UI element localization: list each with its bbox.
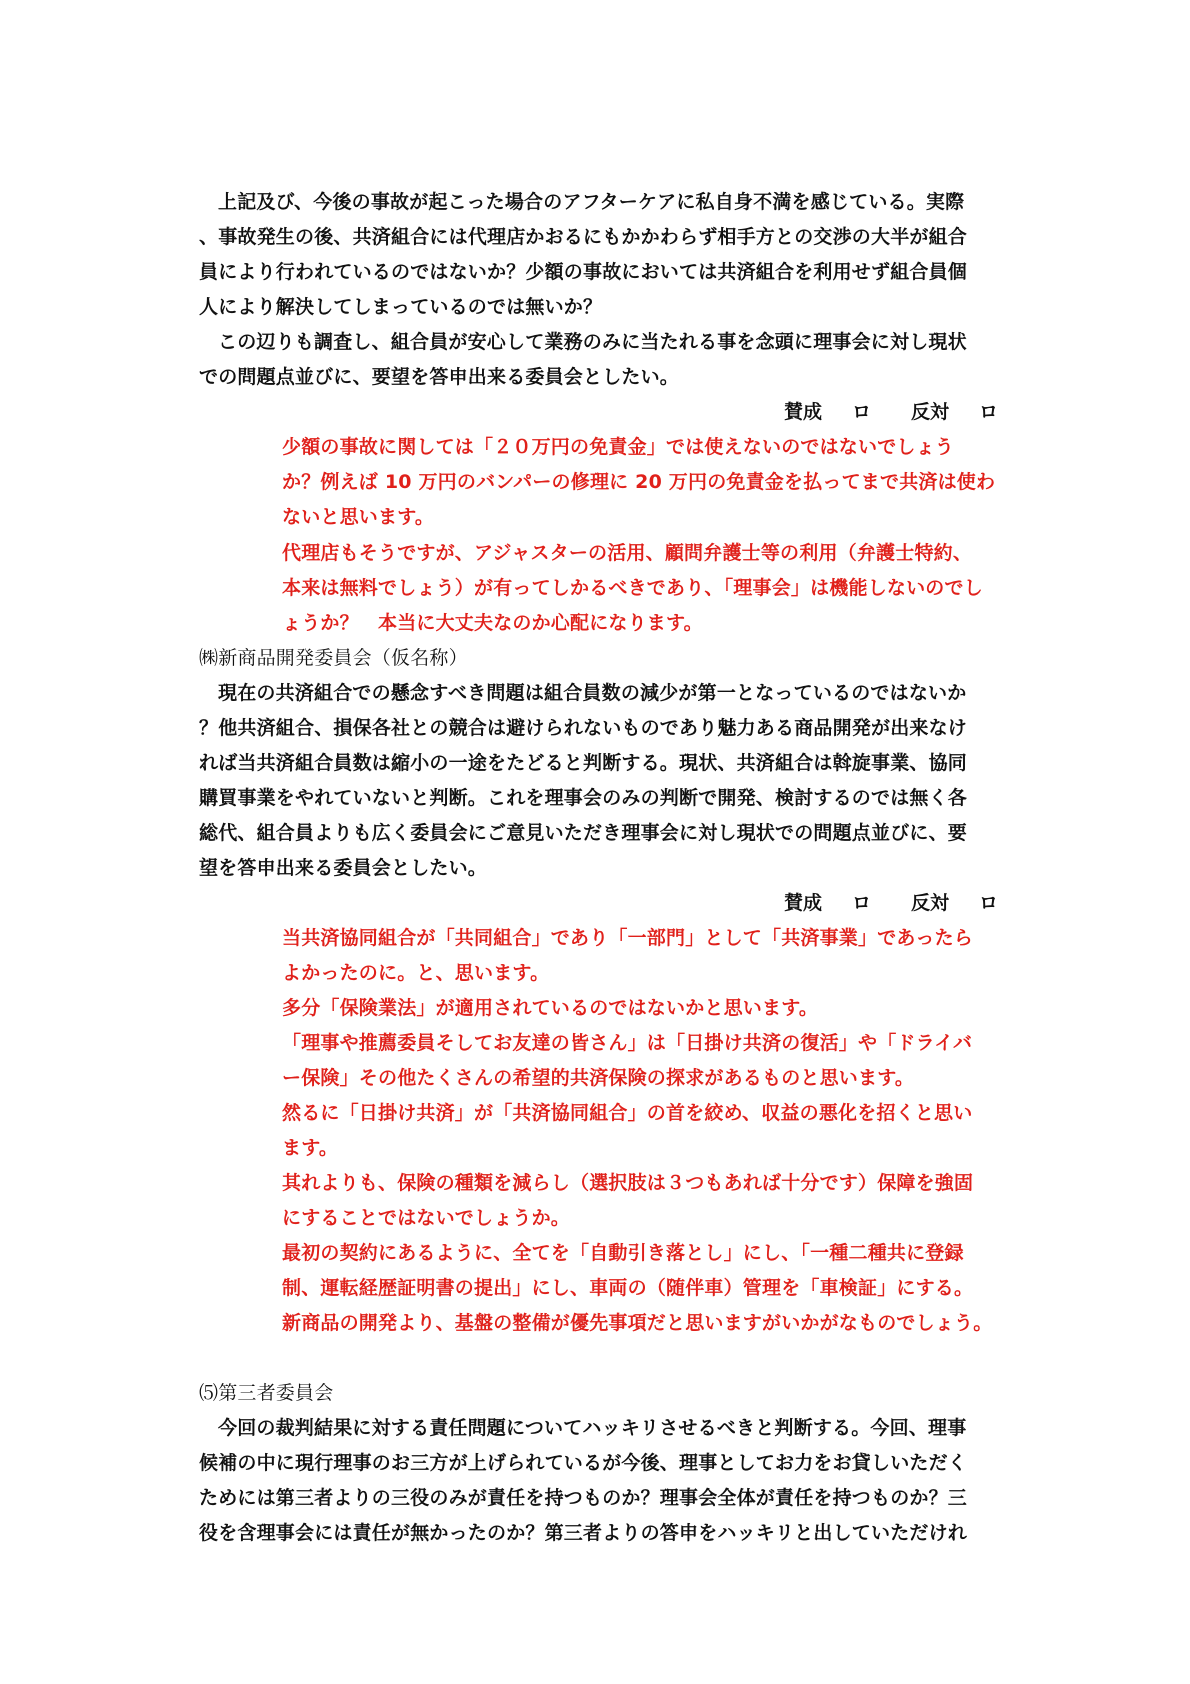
body-line: ？他共済組合、損保各社との競合は避けられないものであり魅力ある商品開発が出来なけ — [199, 717, 968, 739]
vote-row — [784, 400, 998, 424]
agree-label: 賛成 — [783, 892, 822, 914]
disagree-checkbox[interactable]: ロ — [978, 401, 998, 423]
answer-line: 新商品の開発より、基盤の整備が優先事項だと思いますがいかがなものでしょう。 — [282, 1312, 993, 1334]
disagree-label: 反対 — [910, 401, 949, 423]
answer-line: 代理店もそうですが、アジャスターの活用、顧問弁護士等の利用（弁護士特約、 — [282, 542, 973, 564]
body-line: 候補の中に現行理事のお三方が上げられているが今後、理事としてお力をお貸しいただく — [199, 1452, 968, 1474]
answer-line: 当共済協同組合が「共同組合」であり「一部門」として「共済事業」であったら — [282, 927, 974, 949]
body-line: この辺りも調査し、組合員が安心して業務のみに当たれる事を念頭に理事会に対し現状 — [218, 331, 967, 353]
section-heading: ⑸第三者委員会 — [199, 1382, 334, 1404]
body-line: 上記及び、今後の事故が起こった場合のアフターケアに私自身不満を感じている。実際 — [218, 191, 965, 213]
answer-line: 其れよりも、保険の種類を減らし（選択肢は３つもあれば十分です）保障を強固 — [282, 1172, 974, 1194]
vote-row — [784, 891, 998, 915]
answer-line: 多分「保険業法」が適用されているのではないかと思います。 — [282, 997, 819, 1019]
body-line: 総代、組合員よりも広く委員会にご意見いただき理事会に対し現状での問題点並びに、要 — [199, 822, 968, 844]
body-line: ためには第三者よりの三役のみが責任を持つものか？理事会全体が責任を持つものか？三 — [199, 1487, 968, 1509]
body-line: での問題点並びに、要望を答申出来る委員会としたい。 — [199, 366, 680, 388]
answer-line: ー保険」その他たくさんの希望的共済保険の探求があるものと思います。 — [282, 1067, 915, 1089]
answer-line: 少額の事故に関しては「２０万円の免責金」では使えないのではないでしょう — [282, 436, 955, 458]
body-line: 、事故発生の後、共済組合には代理店かおるにもかかわらず相手方との交渉の大半が組合 — [199, 226, 968, 248]
answer-line: よかったのに。と、思います。 — [282, 962, 550, 984]
body-line: 購買事業をやれていないと判断。これを理事会のみの判断で開発、検討するのでは無く各 — [199, 787, 968, 809]
agree-label: 賛成 — [783, 401, 822, 423]
answer-line: 制、運転経歴証明書の提出」にし、車両の（随伴車）管理を「車検証」にする。 — [282, 1277, 974, 1299]
body-line: 役を含理事会には責任が無かったのか？第三者よりの答申をハッキリと出していただけれ — [199, 1522, 968, 1544]
answer-line: ます。 — [282, 1137, 339, 1159]
agree-checkbox[interactable]: ロ — [851, 401, 871, 423]
answer-line: ょうか？ 本当に大丈夫なのか心配になります。 — [282, 612, 703, 634]
section-heading: ㈱新商品開発委員会（仮名称） — [199, 647, 468, 669]
answer-line: にすることではないでしょうか。 — [282, 1207, 571, 1229]
disagree-checkbox[interactable]: ロ — [978, 892, 998, 914]
agree-checkbox[interactable]: ロ — [851, 892, 871, 914]
body-line: 人により解決してしまっているのでは無いか？ — [199, 296, 603, 318]
answer-line: 本来は無料でしょう）が有ってしかるべきであり、「理事会」は機能しないのでし — [282, 577, 983, 599]
answer-line: か？例えば 10 万円のバンパーの修理に 20 万円の免責金を払ってまで共済は使わ — [282, 471, 996, 493]
body-line: れば当共済組合員数は縮小の一途をたどると判断する。現状、共済組合は斡旋事業、協同 — [199, 752, 968, 774]
body-line: 現在の共済組合での懸念すべき問題は組合員数の減少が第一となっているのではないか — [218, 682, 967, 704]
body-line: 今回の裁判結果に対する責任問題についてハッキリさせるべきと判断する。今回、理事 — [218, 1417, 967, 1439]
body-line: 員により行われているのではないか？少額の事故においては共済組合を利用せず組合員個 — [199, 261, 968, 283]
answer-line: 最初の契約にあるように、全てを「自動引き落とし」にし、「一種二種共に登録 — [282, 1242, 964, 1264]
answer-line: 然るに「日掛け共済」が「共済協同組合」の首を絞め、収益の悪化を招くと思い — [282, 1102, 973, 1124]
answer-line: ないと思います。 — [282, 506, 435, 528]
disagree-label: 反対 — [910, 892, 949, 914]
body-line: 望を答申出来る委員会としたい。 — [199, 857, 488, 879]
answer-line: 「理事や推薦委員そしてお友達の皆さん」は「日掛け共済の復活」や「ドライバ — [282, 1032, 973, 1054]
